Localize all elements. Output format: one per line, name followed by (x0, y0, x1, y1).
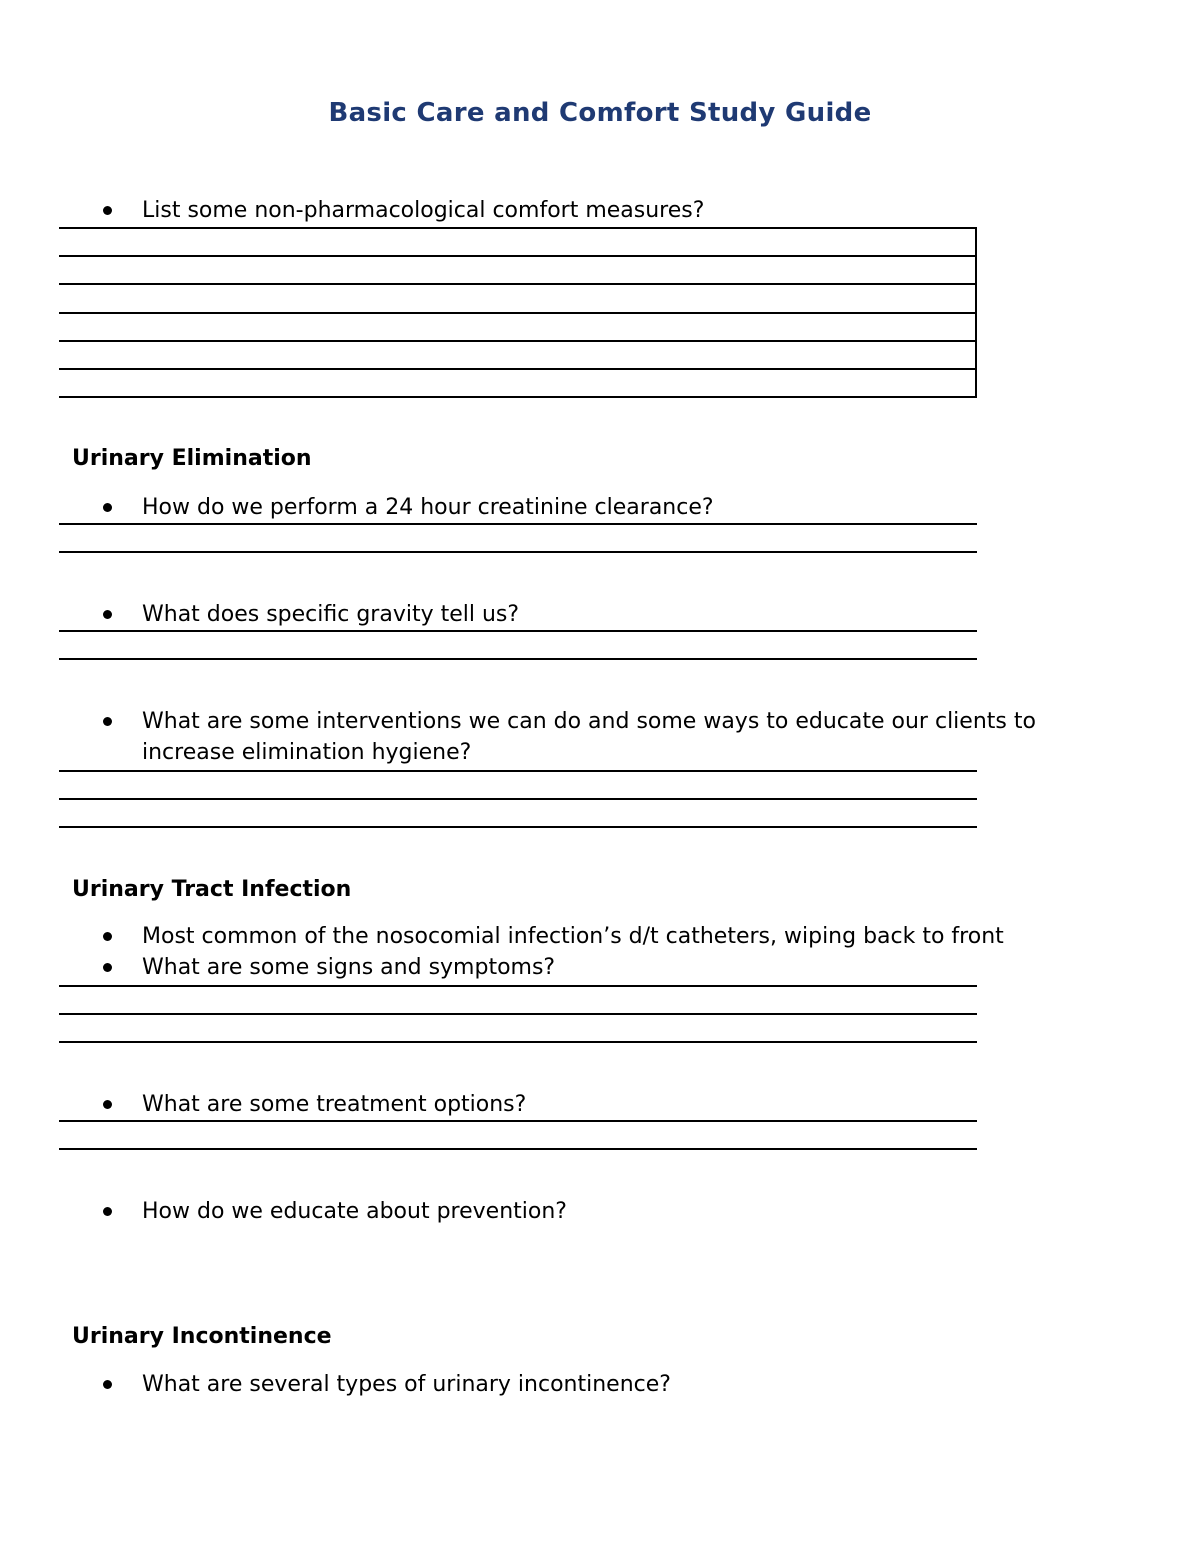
question-creatinine-clearance: How do we perform a 24 hour creatinine clearance? (142, 495, 714, 520)
answer-line (59, 630, 977, 632)
answer-line (59, 658, 977, 660)
question-signs-symptoms: What are some signs and symptoms? (142, 955, 556, 980)
answer-line (59, 1120, 977, 1122)
section-heading-urinary-tract-infection: Urinary Tract Infection (72, 877, 352, 902)
note-nosocomial-infection: Most common of the nosocomial infection’s d/t catheters, wiping back to front (142, 924, 1004, 949)
answer-line (59, 255, 977, 257)
answer-line (59, 227, 977, 229)
question-prevention: How do we educate about prevention? (142, 1199, 567, 1224)
question-elimination-hygiene: What are some interventions we can do and some ways to educate our clients to increase elimination hygiene? (142, 709, 1036, 765)
answer-line (59, 770, 977, 772)
answer-line (59, 826, 977, 828)
bullet-icon (103, 1207, 112, 1216)
question-comfort-measures: List some non-pharmacological comfort measures? (142, 198, 705, 223)
bullet-icon (103, 932, 112, 941)
section-heading-urinary-elimination: Urinary Elimination (72, 446, 312, 471)
document-title: Basic Care and Comfort Study Guide (328, 98, 872, 128)
answer-line (59, 551, 977, 553)
bullet-icon (103, 1100, 112, 1109)
answer-line (59, 1013, 977, 1015)
bullet-icon (103, 610, 112, 619)
answer-line (59, 283, 977, 285)
bullet-icon (103, 1380, 112, 1389)
bullet-icon (103, 963, 112, 972)
answer-line (59, 1148, 977, 1150)
question-incontinence-types: What are several types of urinary incontinence? (142, 1372, 671, 1397)
question-specific-gravity: What does specific gravity tell us? (142, 602, 520, 627)
bullet-icon (103, 503, 112, 512)
question-treatment-options: What are some treatment options? (142, 1092, 527, 1117)
answer-line (59, 368, 977, 370)
answer-line (59, 523, 977, 525)
answer-line (59, 312, 977, 314)
bullet-icon (103, 717, 112, 726)
answer-box-border (975, 227, 977, 398)
bullet-icon (103, 206, 112, 215)
section-heading-urinary-incontinence: Urinary Incontinence (72, 1324, 332, 1349)
answer-line (59, 340, 977, 342)
answer-line (59, 985, 977, 987)
answer-line (59, 798, 977, 800)
answer-line (59, 1041, 977, 1043)
answer-line (59, 396, 977, 398)
